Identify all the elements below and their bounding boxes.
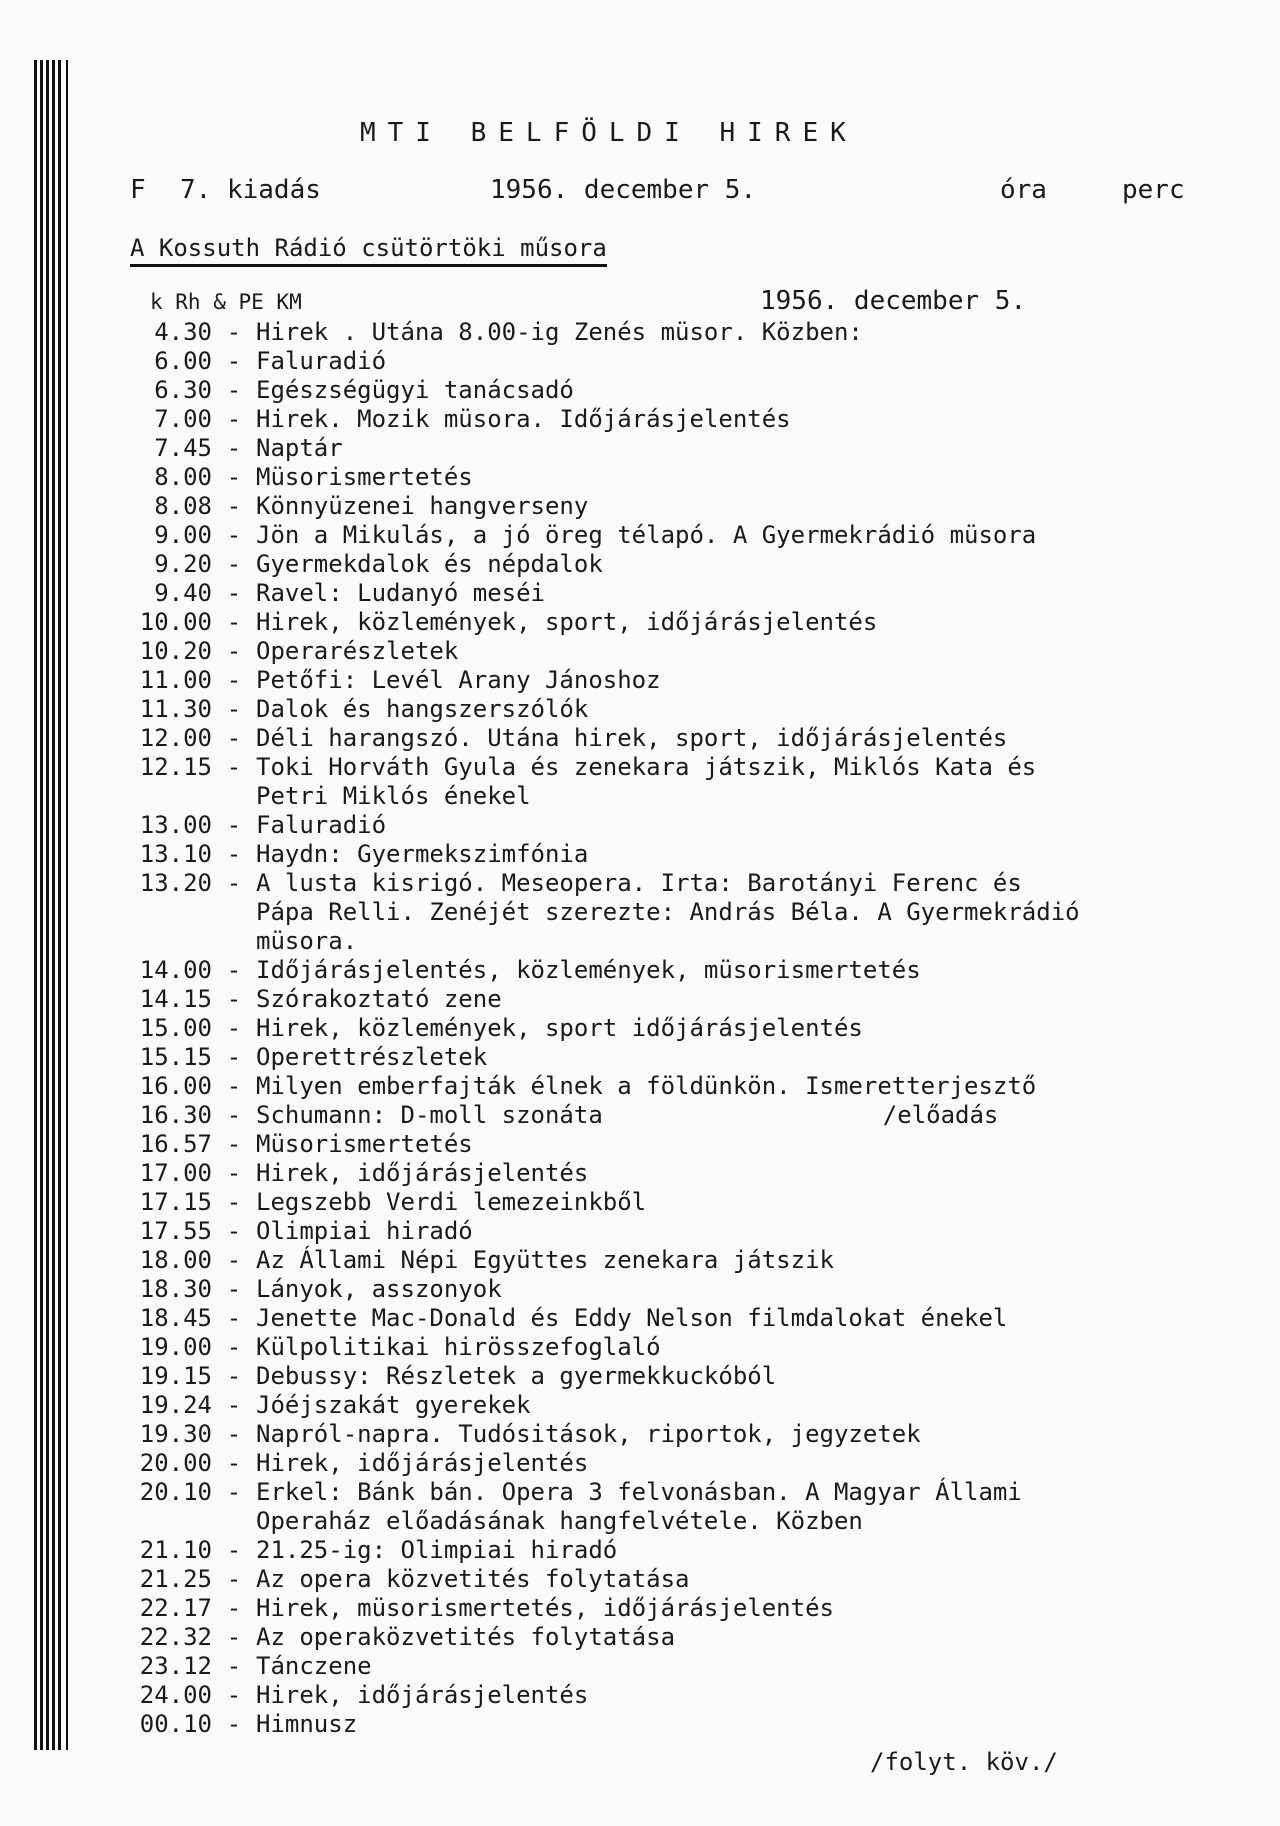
separator-dash: - xyxy=(226,1072,242,1100)
program-title: Az opera közvetités folytatása xyxy=(256,1565,690,1593)
program-title: Pápa Relli. Zenéjét szerezte: András Béla. A Gyermekrádió xyxy=(256,898,1080,926)
program-time: 16.57 xyxy=(139,1130,212,1158)
program-entry xyxy=(100,869,1260,898)
program-entry xyxy=(100,318,1260,347)
program-entry xyxy=(100,376,1260,405)
separator-dash: - xyxy=(226,1130,242,1158)
program-entry xyxy=(100,521,1260,550)
document-subtitle: A Kossuth Rádió csütörtöki műsora xyxy=(130,234,607,267)
separator-dash: - xyxy=(226,1478,242,1506)
program-entry xyxy=(100,1565,1260,1594)
program-title: Faluradió xyxy=(256,347,387,375)
program-entry xyxy=(100,1507,1260,1536)
program-title: Napról-napra. Tudósitások, riportok, jegyzetek xyxy=(256,1420,921,1448)
separator-dash: - xyxy=(226,1420,242,1448)
program-time: 15.15 xyxy=(139,1043,212,1071)
separator-dash: - xyxy=(226,1362,242,1390)
program-time: 21.10 xyxy=(139,1536,212,1564)
program-entry xyxy=(100,1014,1260,1043)
program-entry xyxy=(100,695,1260,724)
program-title: Schumann: D-moll szonáta xyxy=(256,1101,603,1129)
program-entry xyxy=(100,1217,1260,1246)
program-title: A lusta kisrigó. Meseopera. Irta: Barotányi Ferenc és xyxy=(256,869,1022,897)
program-title: Hirek, időjárásjelentés xyxy=(256,1449,589,1477)
program-title: Faluradió xyxy=(256,811,387,839)
program-time: 7.45 xyxy=(154,434,212,462)
program-entry xyxy=(100,1246,1260,1275)
program-title: Petőfi: Levél Arany Jánoshoz xyxy=(256,666,661,694)
separator-dash: - xyxy=(226,1594,242,1622)
program-entry xyxy=(100,1333,1260,1362)
separator-dash: - xyxy=(226,1275,242,1303)
program-schedule xyxy=(100,318,1260,1739)
separator-dash: - xyxy=(226,637,242,665)
program-title: Lányok, asszonyok xyxy=(256,1275,502,1303)
program-entry xyxy=(100,492,1260,521)
program-title: Ravel: Ludanyó meséi xyxy=(256,579,545,607)
program-entry xyxy=(100,1536,1260,1565)
program-entry xyxy=(100,463,1260,492)
program-time: 19.15 xyxy=(139,1362,212,1390)
program-entry xyxy=(100,637,1260,666)
program-title: Hirek. Mozik müsora. Időjárásjelentés xyxy=(256,405,791,433)
program-time: 18.00 xyxy=(139,1246,212,1274)
program-entry xyxy=(100,550,1260,579)
program-title: Hirek, müsorismertetés, időjárásjelentés xyxy=(256,1594,834,1622)
program-entry xyxy=(100,1710,1260,1739)
separator-dash: - xyxy=(226,666,242,694)
separator-dash: - xyxy=(226,434,242,462)
program-time: 10.00 xyxy=(139,608,212,636)
program-time: 6.30 xyxy=(154,376,212,404)
program-time: 13.10 xyxy=(139,840,212,868)
program-time: 18.30 xyxy=(139,1275,212,1303)
program-time: 9.00 xyxy=(154,521,212,549)
separator-dash: - xyxy=(226,869,242,897)
program-title: Dalok és hangszerszólók xyxy=(256,695,589,723)
program-title: Operarészletek xyxy=(256,637,459,665)
program-title: Debussy: Részletek a gyermekkuckóból xyxy=(256,1362,777,1390)
program-entry xyxy=(100,405,1260,434)
program-entry xyxy=(100,927,1260,956)
program-time: 00.10 xyxy=(139,1710,212,1738)
separator-dash: - xyxy=(226,1188,242,1216)
program-entry xyxy=(100,1130,1260,1159)
separator-dash: - xyxy=(226,753,242,781)
program-entry xyxy=(100,1101,1260,1130)
program-title: Naptár xyxy=(256,434,343,462)
program-time: 19.00 xyxy=(139,1333,212,1361)
program-time: 12.00 xyxy=(139,724,212,752)
program-title: Hirek, közlemények, sport, időjárásjelentés xyxy=(256,608,878,636)
edition-number: 7. kiadás xyxy=(180,175,321,205)
station-line: k Rh & PE KM xyxy=(150,290,302,314)
separator-dash: - xyxy=(226,1449,242,1477)
program-entry xyxy=(100,1623,1260,1652)
separator-dash: - xyxy=(226,1652,242,1680)
issue-date: 1956. december 5. xyxy=(490,175,757,205)
program-title: Időjárásjelentés, közlemények, müsorismertetés xyxy=(256,956,921,984)
program-time: 19.24 xyxy=(139,1391,212,1419)
program-entry xyxy=(100,1304,1260,1333)
program-entry xyxy=(100,753,1260,782)
program-title: Toki Horváth Gyula és zenekara játszik, Miklós Kata és xyxy=(256,753,1037,781)
separator-dash: - xyxy=(226,550,242,578)
separator-dash: - xyxy=(226,1333,242,1361)
program-title: Müsorismertetés xyxy=(256,1130,473,1158)
program-entry xyxy=(100,1420,1260,1449)
program-entry xyxy=(100,1362,1260,1391)
separator-dash: - xyxy=(226,811,242,839)
program-time: 17.55 xyxy=(139,1217,212,1245)
program-title: müsora. xyxy=(256,927,358,955)
program-title: Hirek, időjárásjelentés xyxy=(256,1159,589,1187)
program-time: 13.00 xyxy=(139,811,212,839)
program-time: 16.00 xyxy=(139,1072,212,1100)
program-title: Déli harangszó. Utána hirek, sport, időjárásjelentés xyxy=(256,724,1008,752)
station-date: 1956. december 5. xyxy=(760,286,1027,316)
program-entry xyxy=(100,985,1260,1014)
separator-dash: - xyxy=(226,1623,242,1651)
separator-dash: - xyxy=(226,1014,242,1042)
program-time: 7.00 xyxy=(154,405,212,433)
program-entry xyxy=(100,811,1260,840)
program-entry xyxy=(100,1391,1260,1420)
minute-label: perc xyxy=(1122,175,1185,205)
program-note: /előadás xyxy=(882,1101,999,1129)
program-time: 23.12 xyxy=(139,1652,212,1680)
edition-prefix: F xyxy=(130,175,146,205)
program-title: Haydn: Gyermekszimfónia xyxy=(256,840,589,868)
separator-dash: - xyxy=(226,521,242,549)
separator-dash: - xyxy=(226,376,242,404)
program-title: Külpolitikai hirösszefoglaló xyxy=(256,1333,661,1361)
program-entry xyxy=(100,666,1260,695)
program-time: 14.00 xyxy=(139,956,212,984)
program-time: 20.00 xyxy=(139,1449,212,1477)
program-time: 24.00 xyxy=(139,1681,212,1709)
separator-dash: - xyxy=(226,1304,242,1332)
program-time: 9.20 xyxy=(154,550,212,578)
program-time: 16.30 xyxy=(139,1101,212,1129)
program-time: 8.08 xyxy=(154,492,212,520)
program-title: Petri Miklós énekel xyxy=(256,782,531,810)
program-time: 8.00 xyxy=(154,463,212,491)
separator-dash: - xyxy=(226,724,242,752)
separator-dash: - xyxy=(226,1681,242,1709)
program-time: 22.32 xyxy=(139,1623,212,1651)
program-time: 22.17 xyxy=(139,1594,212,1622)
program-time: 17.00 xyxy=(139,1159,212,1187)
separator-dash: - xyxy=(226,318,242,346)
program-entry xyxy=(100,1478,1260,1507)
program-title: Hirek, közlemények, sport időjárásjelentés xyxy=(256,1014,863,1042)
program-entry xyxy=(100,1043,1260,1072)
program-time: 10.20 xyxy=(139,637,212,665)
program-title: 21.25-ig: Olimpiai hiradó xyxy=(256,1536,618,1564)
program-time: 6.00 xyxy=(154,347,212,375)
program-entry xyxy=(100,1188,1260,1217)
program-title: Az Állami Népi Együttes zenekara játszik xyxy=(256,1246,834,1274)
separator-dash: - xyxy=(226,1391,242,1419)
program-entry xyxy=(100,347,1260,376)
program-title: Operettrészletek xyxy=(256,1043,488,1071)
program-entry xyxy=(100,1072,1260,1101)
separator-dash: - xyxy=(226,1710,242,1738)
program-entry xyxy=(100,898,1260,927)
program-title: Tánczene xyxy=(256,1652,372,1680)
separator-dash: - xyxy=(226,1217,242,1245)
program-time: 11.00 xyxy=(139,666,212,694)
separator-dash: - xyxy=(226,695,242,723)
program-time: 19.30 xyxy=(139,1420,212,1448)
program-time: 15.00 xyxy=(139,1014,212,1042)
separator-dash: - xyxy=(226,1101,242,1129)
program-entry xyxy=(100,782,1260,811)
program-title: Legszebb Verdi lemezeinkből xyxy=(256,1188,647,1216)
separator-dash: - xyxy=(226,1043,242,1071)
program-title: Szórakoztató zene xyxy=(256,985,502,1013)
program-time: 9.40 xyxy=(154,579,212,607)
program-title: Jenette Mac-Donald és Eddy Nelson filmdalokat énekel xyxy=(256,1304,1008,1332)
program-title: Himnusz xyxy=(256,1710,358,1738)
program-title: Egészségügyi tanácsadó xyxy=(256,376,574,404)
program-entry xyxy=(100,956,1260,985)
program-entry xyxy=(100,1681,1260,1710)
program-entry xyxy=(100,840,1260,869)
continuation-note: /folyt. köv./ xyxy=(870,1748,1058,1776)
program-time: 14.15 xyxy=(139,985,212,1013)
program-time: 21.25 xyxy=(139,1565,212,1593)
program-time: 18.45 xyxy=(139,1304,212,1332)
separator-dash: - xyxy=(226,405,242,433)
separator-dash: - xyxy=(226,985,242,1013)
separator-dash: - xyxy=(226,1159,242,1187)
binding-edge xyxy=(34,60,78,1750)
program-title: Milyen emberfajták élnek a földünkön. Ismeretterjesztő xyxy=(256,1072,1037,1100)
separator-dash: - xyxy=(226,347,242,375)
program-time: 13.20 xyxy=(139,869,212,897)
separator-dash: - xyxy=(226,492,242,520)
separator-dash: - xyxy=(226,1565,242,1593)
program-time: 12.15 xyxy=(139,753,212,781)
separator-dash: - xyxy=(226,1246,242,1274)
program-title: Erkel: Bánk bán. Opera 3 felvonásban. A Magyar Állami xyxy=(256,1478,1022,1506)
program-entry xyxy=(100,1652,1260,1681)
program-title: Hirek, időjárásjelentés xyxy=(256,1681,589,1709)
program-entry xyxy=(100,1594,1260,1623)
program-title: Gyermekdalok és népdalok xyxy=(256,550,603,578)
program-title: Hirek . Utána 8.00-ig Zenés müsor. Közben: xyxy=(256,318,863,346)
program-entry xyxy=(100,1275,1260,1304)
program-entry xyxy=(100,1159,1260,1188)
program-title: Müsorismertetés xyxy=(256,463,473,491)
program-entry xyxy=(100,434,1260,463)
program-time: 17.15 xyxy=(139,1188,212,1216)
program-entry xyxy=(100,724,1260,753)
program-title: Az operaközvetités folytatása xyxy=(256,1623,676,1651)
program-entry xyxy=(100,1449,1260,1478)
program-time: 11.30 xyxy=(139,695,212,723)
program-entry xyxy=(100,579,1260,608)
agency-title: MTI BELFÖLDI HIREK xyxy=(360,118,858,148)
program-entry xyxy=(100,608,1260,637)
separator-dash: - xyxy=(226,840,242,868)
program-title: Jön a Mikulás, a jó öreg télapó. A Gyermekrádió müsora xyxy=(256,521,1037,549)
program-time: 4.30 xyxy=(154,318,212,346)
program-title: Olimpiai hiradó xyxy=(256,1217,473,1245)
separator-dash: - xyxy=(226,579,242,607)
separator-dash: - xyxy=(226,608,242,636)
program-title: Jóéjszakát gyerekek xyxy=(256,1391,531,1419)
program-title: Könnyüzenei hangverseny xyxy=(256,492,589,520)
separator-dash: - xyxy=(226,1536,242,1564)
separator-dash: - xyxy=(226,463,242,491)
separator-dash: - xyxy=(226,956,242,984)
program-title: Operaház előadásának hangfelvétele. Közben xyxy=(256,1507,863,1535)
hour-label: óra xyxy=(1000,175,1047,205)
program-time: 20.10 xyxy=(139,1478,212,1506)
